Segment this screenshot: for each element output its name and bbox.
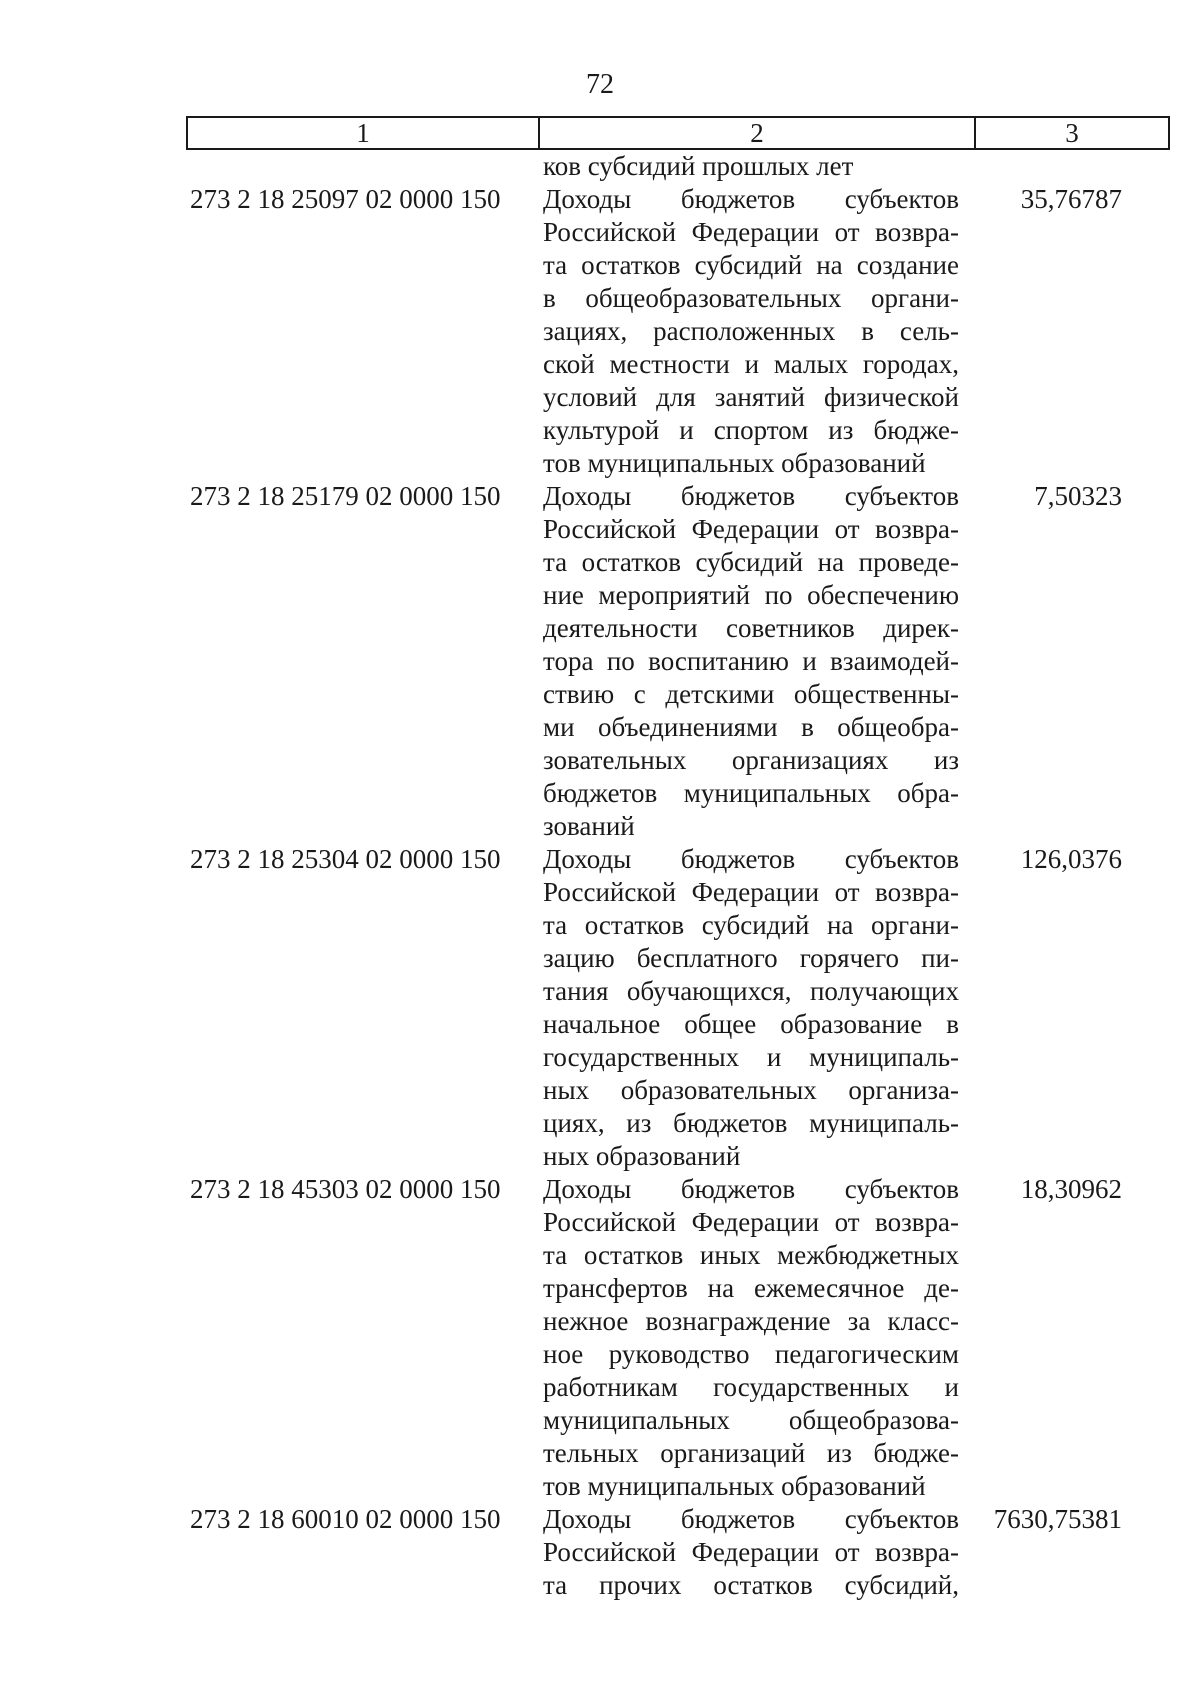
description-line: тов муниципальных образований (543, 1471, 926, 1501)
table-row (186, 1173, 1170, 1503)
table-row (186, 183, 1170, 480)
description-line: ствию с детскими общественны- (543, 679, 959, 709)
description-line: в общеобразовательных органи- (543, 283, 959, 313)
page-number: 72 (586, 69, 614, 100)
description-line: начальное общее образование в (543, 1009, 959, 1039)
description-line: тов муниципальных образований (543, 448, 926, 478)
description-line: зациях, расположенных в сель- (543, 316, 959, 346)
amount-value: 7630,75381 (993, 1504, 1122, 1534)
description-line: ных образовательных организа- (543, 1075, 959, 1105)
continuation-text: ков субсидий прошлых лет (543, 151, 854, 181)
table-header (186, 116, 1170, 150)
description-line: тельных организаций из бюдже- (543, 1438, 959, 1468)
description-line: Доходы бюджетов субъектов (543, 184, 959, 214)
description-line: Российской Федерации от возвра- (543, 514, 959, 544)
income-description (543, 1503, 959, 1602)
description-line: ние мероприятий по обеспечению (543, 580, 959, 610)
description-line: ное руководство педагогическим (543, 1339, 959, 1369)
description-line: тора по воспитанию и взаимодей- (543, 646, 959, 676)
header-col-1: 1 (188, 118, 540, 148)
amount-value: 7,50323 (1034, 481, 1122, 511)
description-line: Доходы бюджетов субъектов (543, 481, 959, 511)
description-line: ской местности и малых городах, (543, 349, 959, 379)
description-line: работникам государственных и (543, 1372, 959, 1402)
table-body (186, 183, 1170, 1602)
description-line: та прочих остатков субсидий, (543, 1570, 959, 1600)
budget-code: 273 2 18 45303 02 0000 150 (190, 1174, 501, 1204)
amount-value: 126,0376 (1020, 844, 1122, 874)
description-line: зовательных организациях из (543, 745, 959, 775)
income-description (543, 843, 959, 1173)
budget-code: 273 2 18 25179 02 0000 150 (190, 481, 501, 511)
income-description (543, 183, 959, 480)
amount-value: 18,30962 (1020, 1174, 1122, 1204)
description-line: деятельности советников дирек- (543, 613, 959, 643)
description-line: та остатков иных межбюджетных (543, 1240, 959, 1270)
income-description (543, 480, 959, 843)
description-line: муниципальных общеобразова- (543, 1405, 959, 1435)
amount-value: 35,76787 (1020, 184, 1122, 214)
income-description (543, 1173, 959, 1503)
budget-code: 273 2 18 25304 02 0000 150 (190, 844, 501, 874)
description-line: Доходы бюджетов субъектов (543, 844, 959, 874)
table-row (186, 480, 1170, 843)
description-line: тания обучающихся, получающих (543, 976, 959, 1006)
description-line: трансфертов на ежемесячное де- (543, 1273, 959, 1303)
header-col-3: 3 (1065, 118, 1079, 148)
description-line: бюджетов муниципальных обра- (543, 778, 959, 808)
description-line: нежное вознаграждение за класс- (543, 1306, 959, 1336)
description-line: ных образований (543, 1141, 741, 1171)
description-line: та остатков субсидий на создание (543, 250, 959, 280)
description-line: культурой и спортом из бюдже- (543, 415, 959, 445)
description-line: та остатков субсидий на проведе- (543, 547, 959, 577)
budget-code: 273 2 18 25097 02 0000 150 (190, 184, 501, 214)
description-line: условий для занятий физической (543, 382, 959, 412)
description-line: зацию бесплатного горячего пи- (543, 943, 959, 973)
description-line: Российской Федерации от возвра- (543, 1207, 959, 1237)
description-line: ми объединениями в общеобра- (543, 712, 959, 742)
description-line: Доходы бюджетов субъектов (543, 1174, 959, 1204)
description-line: Российской Федерации от возвра- (543, 877, 959, 907)
header-col-2: 2 (540, 118, 976, 148)
description-line: Российской Федерации от возвра- (543, 1537, 959, 1567)
description-line: Российской Федерации от возвра- (543, 217, 959, 247)
description-line: Доходы бюджетов субъектов (543, 1504, 959, 1534)
description-line: зований (543, 811, 635, 841)
table-row (186, 1503, 1170, 1602)
table-row (186, 843, 1170, 1173)
description-line: циях, из бюджетов муниципаль- (543, 1108, 959, 1138)
budget-code: 273 2 18 60010 02 0000 150 (190, 1504, 501, 1534)
description-line: та остатков субсидий на органи- (543, 910, 959, 940)
description-line: государственных и муниципаль- (543, 1042, 959, 1072)
